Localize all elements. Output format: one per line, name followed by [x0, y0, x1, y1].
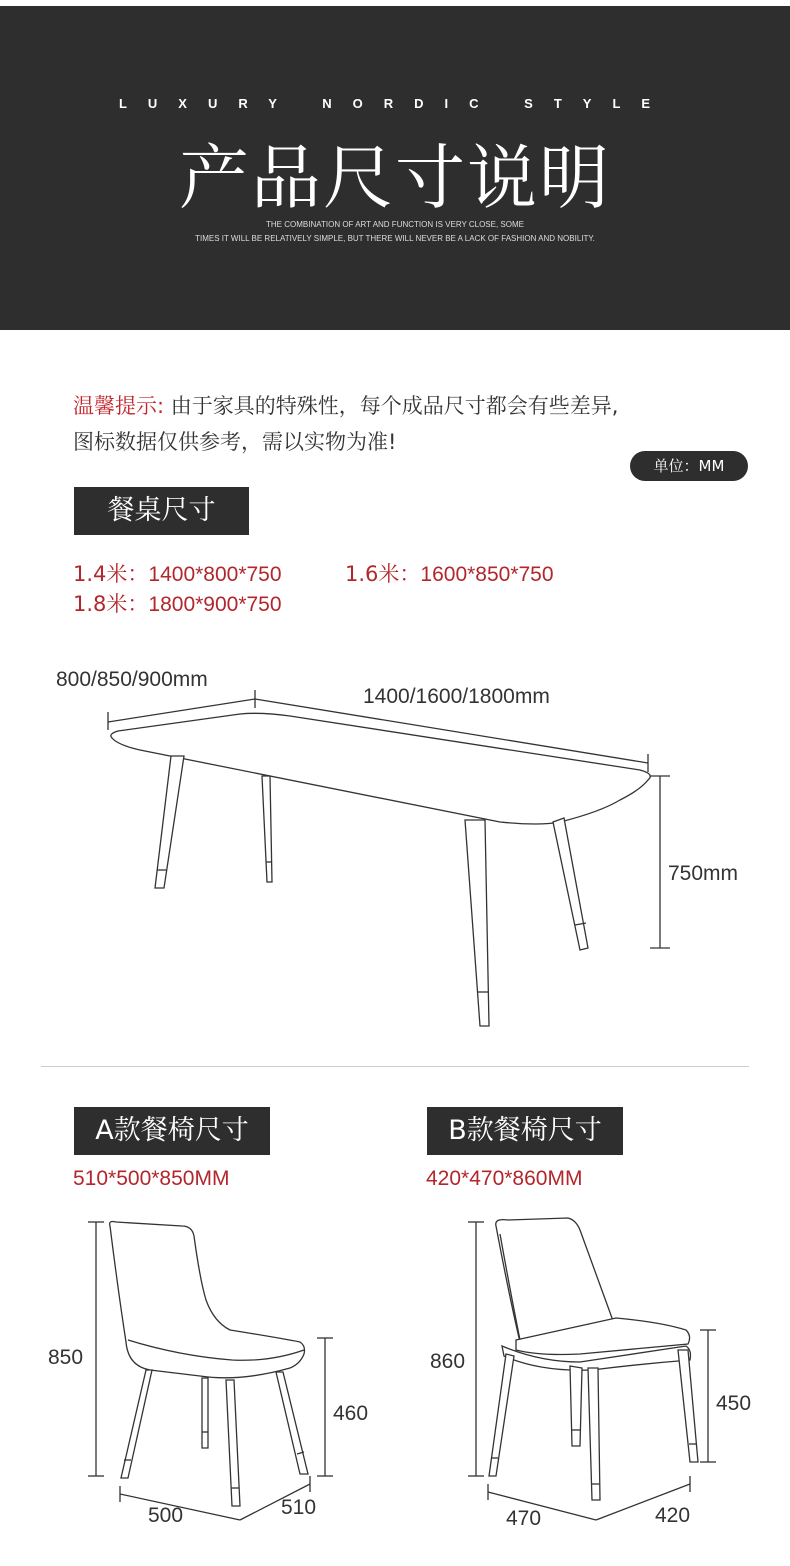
table-spec-2-dims: 1600*850*750 — [420, 563, 554, 586]
chair-b-size-tag: B款餐椅尺寸 — [427, 1107, 623, 1155]
chair-b-dim-seat: 450 — [716, 1392, 752, 1415]
table-spec-3-dims: 1800*900*750 — [148, 593, 282, 616]
chair-a-dim-height: 850 — [48, 1346, 84, 1369]
table-spec-3 — [73, 588, 282, 618]
notice-line1 — [73, 390, 618, 420]
table-spec-1 — [73, 558, 282, 588]
chair-b-spec: 420*470*860MM — [426, 1167, 583, 1190]
table-spec-1-size: 1.4米： — [73, 562, 149, 586]
notice-line2: 图标数据仅供参考，需以实物为准! — [73, 430, 397, 454]
table-size-tag: 餐桌尺寸 — [74, 487, 249, 535]
table-spec-3-size: 1.8米： — [73, 592, 149, 616]
chair-a-dim-seat: 460 — [333, 1402, 369, 1425]
chair-a-size-tag: A款餐椅尺寸 — [74, 1107, 270, 1155]
table-dim-length: 1400/1600/1800mm — [363, 685, 550, 708]
header-subtitle-line1: THE COMBINATION OF ART AND FUNCTION IS VERY CLOSE, SOME — [266, 220, 524, 229]
chair-b-dim-height: 860 — [430, 1350, 466, 1373]
table-spec-2-size: 1.6米： — [345, 562, 421, 586]
notice-text1: 由于家具的特殊性，每个成品尺寸都会有些差异, — [170, 394, 619, 418]
chair-a-dim-depth: 510 — [281, 1496, 317, 1519]
table-dim-width: 800/850/900mm — [56, 668, 208, 691]
notice-label: 温馨提示: — [73, 394, 165, 418]
table-dim-height: 750mm — [668, 862, 739, 885]
header-banner — [0, 6, 790, 330]
chair-b-dim-width: 470 — [506, 1507, 542, 1530]
table-spec-1-dims: 1400*800*750 — [148, 563, 282, 586]
page-title: 产品尺寸说明 — [179, 137, 611, 219]
unit-badge: 单位：MM — [630, 451, 748, 481]
header-subtitle-line2: TIMES IT WILL BE RELATIVELY SIMPLE, BUT THERE WILL NEVER BE A LACK OF FASHION AND NOBILITY. — [195, 234, 595, 243]
chair-a-spec: 510*500*850MM — [73, 1167, 230, 1190]
section-divider — [41, 1066, 749, 1067]
header-tagline: LUXURY NORDIC STYLE — [118, 96, 672, 111]
chair-b-dim-depth: 420 — [655, 1504, 691, 1527]
table-spec-2 — [345, 558, 554, 588]
chair-a-dim-width: 500 — [148, 1504, 184, 1527]
